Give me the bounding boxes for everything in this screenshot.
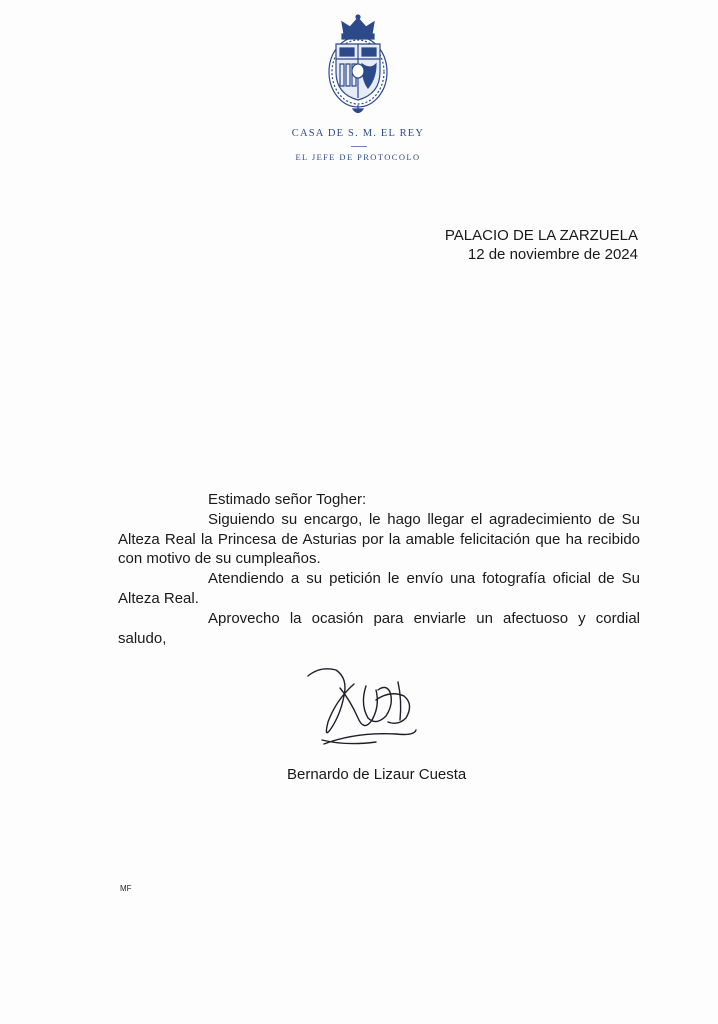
letterhead-house: CASA DE S. M. EL REY [291, 128, 425, 139]
sender-place: PALACIO DE LA ZARZUELA [444, 227, 638, 244]
typist-initials: MF [120, 884, 132, 893]
paragraph-1: Siguiendo su encargo, le hago llegar el agradecimiento de Su Alteza Real la Princesa de Asturias por la amable felicitación que ha recibido con motivo de su cumpleaños. [118, 510, 640, 568]
signer-name: Bernardo de Lizaur Cuesta [287, 766, 467, 783]
paragraph-2: Atendiendo a su petición le envío una fotografía oficial de Su Alteza Real. [118, 570, 640, 607]
royal-crest-icon [320, 14, 396, 116]
paragraph-3: Aprovecho la ocasión para enviarle un afectuoso y cordial saludo, [118, 609, 640, 647]
letterhead-office: EL JEFE DE PROTOCOLO [295, 152, 421, 162]
handwritten-signature [306, 660, 424, 754]
letter-body [118, 490, 640, 648]
letterhead-divider [351, 146, 367, 147]
letter-date: 12 de noviembre de 2024 [467, 246, 638, 263]
salutation: Estimado señor Togher: [208, 491, 367, 508]
